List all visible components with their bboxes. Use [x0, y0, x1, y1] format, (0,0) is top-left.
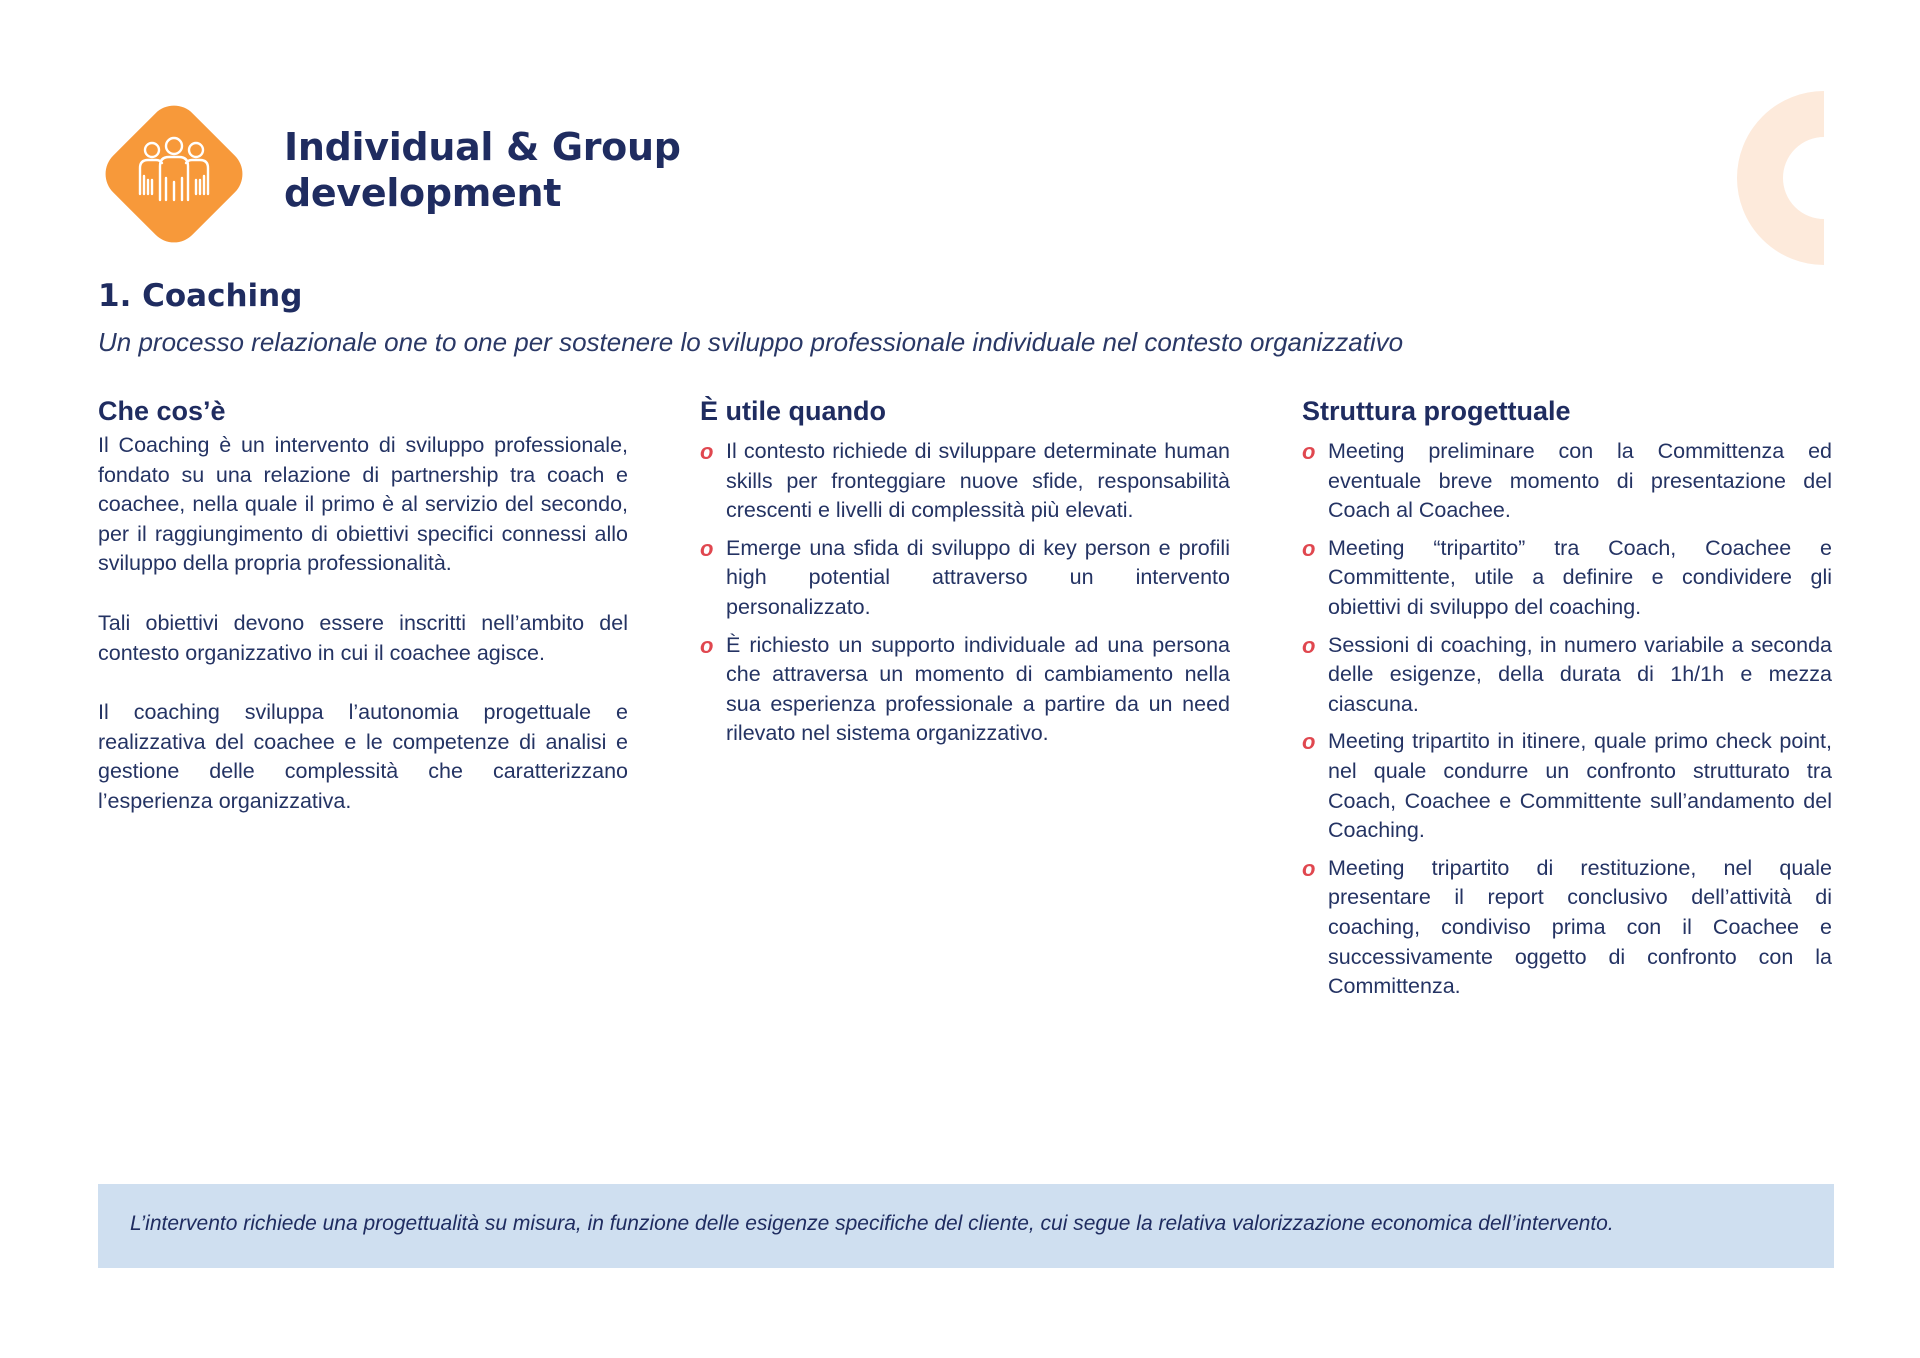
list-item: [1302, 534, 1832, 623]
list-item-text: Sessioni di coaching, in numero variabile a seconda delle esigenze, della durata di 1h/1h e mezza ciascuna.: [1328, 632, 1832, 716]
brand-title-line1: Individual & Group: [284, 125, 681, 169]
section-subtitle: Un processo relazionale one to one per sostenere lo sviluppo professionale individuale nel contesto organizzativo: [98, 327, 1404, 357]
list-item: [700, 631, 1230, 749]
list-item-text: Il contesto richiede di sviluppare determinate human skills per fronteggiare nuove sfide, responsabilità crescenti e livelli di complessità più elevati.: [726, 439, 1230, 523]
list-item-text: Meeting “tripartito” tra Coach, Coachee e Committente, utile a definire e condividere gli obiettivi di sviluppo del coaching.: [1328, 535, 1832, 619]
list-item: [700, 534, 1230, 623]
column-project-structure: [1302, 396, 1832, 1010]
bullet-icon: o: [700, 535, 714, 561]
paragraph: Il Coaching è un intervento di sviluppo professionale, fondato su una relazione di partnership tra coach e coachee, nella quale il primo è al servizio del secondo, per il raggiungimento di obiettivi specifici connessi allo sviluppo della propria professionalità.: [98, 433, 628, 576]
paragraph: Tali obiettivi devono essere inscritti nell’ambito del contesto organizzativo in cui il coachee agisce.: [98, 610, 628, 665]
column-heading: È utile quando: [700, 396, 886, 426]
list-item: [700, 437, 1230, 526]
bullet-list: [700, 437, 1230, 749]
logo: [96, 96, 252, 252]
brand-title: [284, 124, 681, 216]
corner-c-mark: [1700, 88, 1824, 273]
list-item-text: È richiesto un supporto individuale ad una persona che attraversa un momento di cambiamento nella sua esperienza professionale a partire da un need rilevato nel sistema organizzativo.: [726, 632, 1230, 746]
bullet-icon: o: [1302, 632, 1316, 658]
column-heading: Che cos’è: [98, 396, 226, 426]
bullet-icon: o: [1302, 535, 1316, 561]
footer-note: [98, 1184, 1834, 1268]
brand-title-line2: development: [284, 171, 562, 215]
list-item-text: Meeting tripartito in itinere, quale primo check point, nel quale condurre un confronto strutturato tra Coach, Coachee e Committente sull’andamento del Coaching.: [1328, 729, 1832, 843]
bullet-list: [1302, 437, 1832, 1002]
list-item: [1302, 854, 1832, 1002]
bullet-icon: o: [700, 439, 714, 464]
group-people-icon: [96, 96, 252, 252]
bullet-icon: o: [700, 632, 714, 658]
column-useful-when: [700, 396, 1230, 757]
list-item-text: Meeting tripartito di restituzione, nel quale presentare il report conclusivo dell’attività di coaching, condiviso prima con il Coachee e successivamente oggetto di confronto con la Committenza.: [1328, 855, 1832, 999]
column-heading: Struttura progettuale: [1302, 396, 1571, 426]
list-item: [1302, 631, 1832, 720]
list-item: [1302, 437, 1832, 526]
column-what-is-it: [98, 396, 628, 847]
footer-note-text: L’intervento richiede una progettualità su misura, in funzione delle esigenze specifiche del cliente, cui segue la relativa valorizzazione economica dell’intervento.: [130, 1212, 1614, 1235]
bullet-icon: o: [1302, 855, 1316, 881]
section-title: 1. Coaching: [98, 278, 303, 314]
list-item-text: Emerge una sfida di sviluppo di key person e profili high potential attraverso un intervento personalizzato.: [726, 535, 1230, 619]
list-item-text: Meeting preliminare con la Committenza ed eventuale breve momento di presentazione del Coach al Coachee.: [1328, 439, 1832, 523]
list-item: [1302, 727, 1832, 845]
bullet-icon: o: [1302, 439, 1316, 464]
bullet-icon: o: [1302, 729, 1316, 755]
paragraph: Il coaching sviluppa l’autonomia progettuale e realizzativa del coachee e le competenze di analisi e gestione delle complessità che caratterizzano l’esperienza organizzativa.: [98, 700, 628, 813]
